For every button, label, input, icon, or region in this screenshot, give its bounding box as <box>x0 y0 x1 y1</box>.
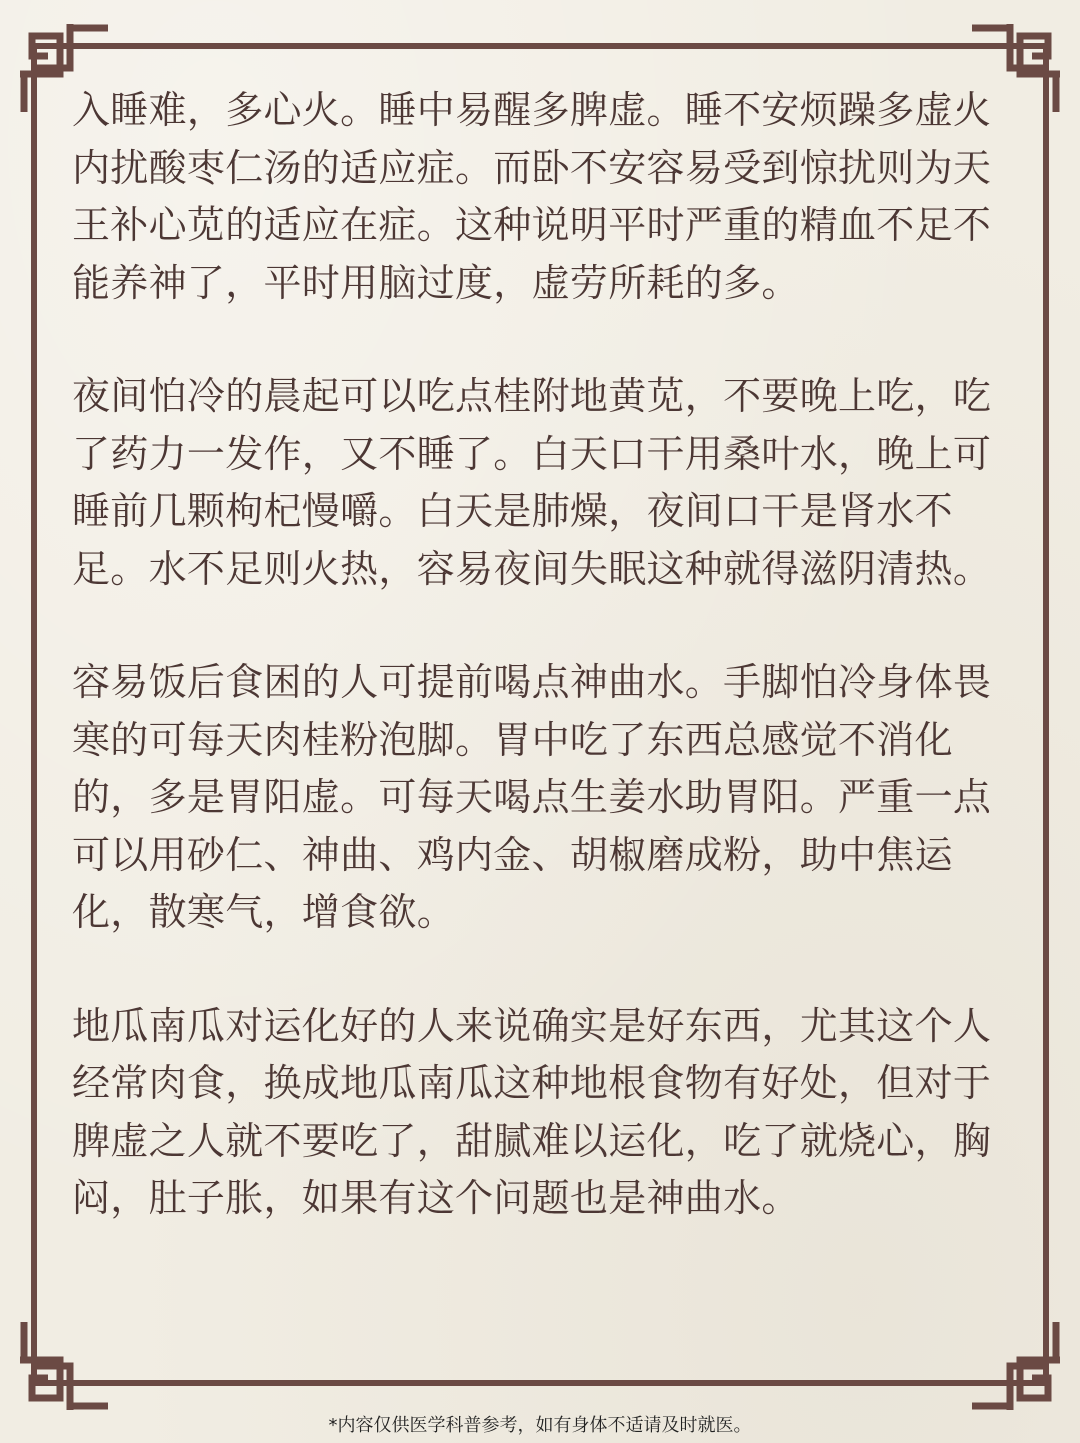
paragraph-digestion: 容易饭后食困的人可提前喝点神曲水。手脚怕冷身体畏寒的可每天肉桂粉泡脚。胃中吃了东西总感觉不消化的，多是胃阳虚。可每天喝点生姜水助胃阳。严重一点可以用砂仁、神曲、鸡内金、胡椒磨成粉，助中焦运化，散寒气，增食欲。 <box>72 660 992 934</box>
disclaimer-text: *内容仅供医学科普参考，如有身体不适请及时就医。 <box>328 1415 752 1436</box>
paragraph-sleep: 入睡难，多心火。睡中易醒多脾虚。睡不安烦躁多虚火内扰酸枣仁汤的适应症。而卧不安容易受到惊扰则为天王补心苋的适应在症。这种说明平时严重的精血不足不能养神了，平时用脑过度，虚劳所耗的多。 <box>72 88 992 305</box>
paragraph-night-cold: 夜间怕冷的晨起可以吃点桂附地黄苋，不要晚上吃，吃了药力一发作，又不睡了。白天口干用桑叶水，晚上可睡前几颗枸杞慢嚼。白天是肺燥，夜间口干是肾水不足。水不足则火热，容易夜间失眠这种就得滋阴清热。 <box>72 374 992 591</box>
paragraph-sweet-potato: 地瓜南瓜对运化好的人来说确实是好东西，尤其这个人经常肉食，换成地瓜南瓜这种地根食物有好处，但对于脾虚之人就不要吃了，甜腻难以运化，吃了就烧心，胸闷，肚子胀，如果有这个问题也是神曲水。 <box>72 1003 992 1220</box>
article-body <box>72 82 1018 1284</box>
